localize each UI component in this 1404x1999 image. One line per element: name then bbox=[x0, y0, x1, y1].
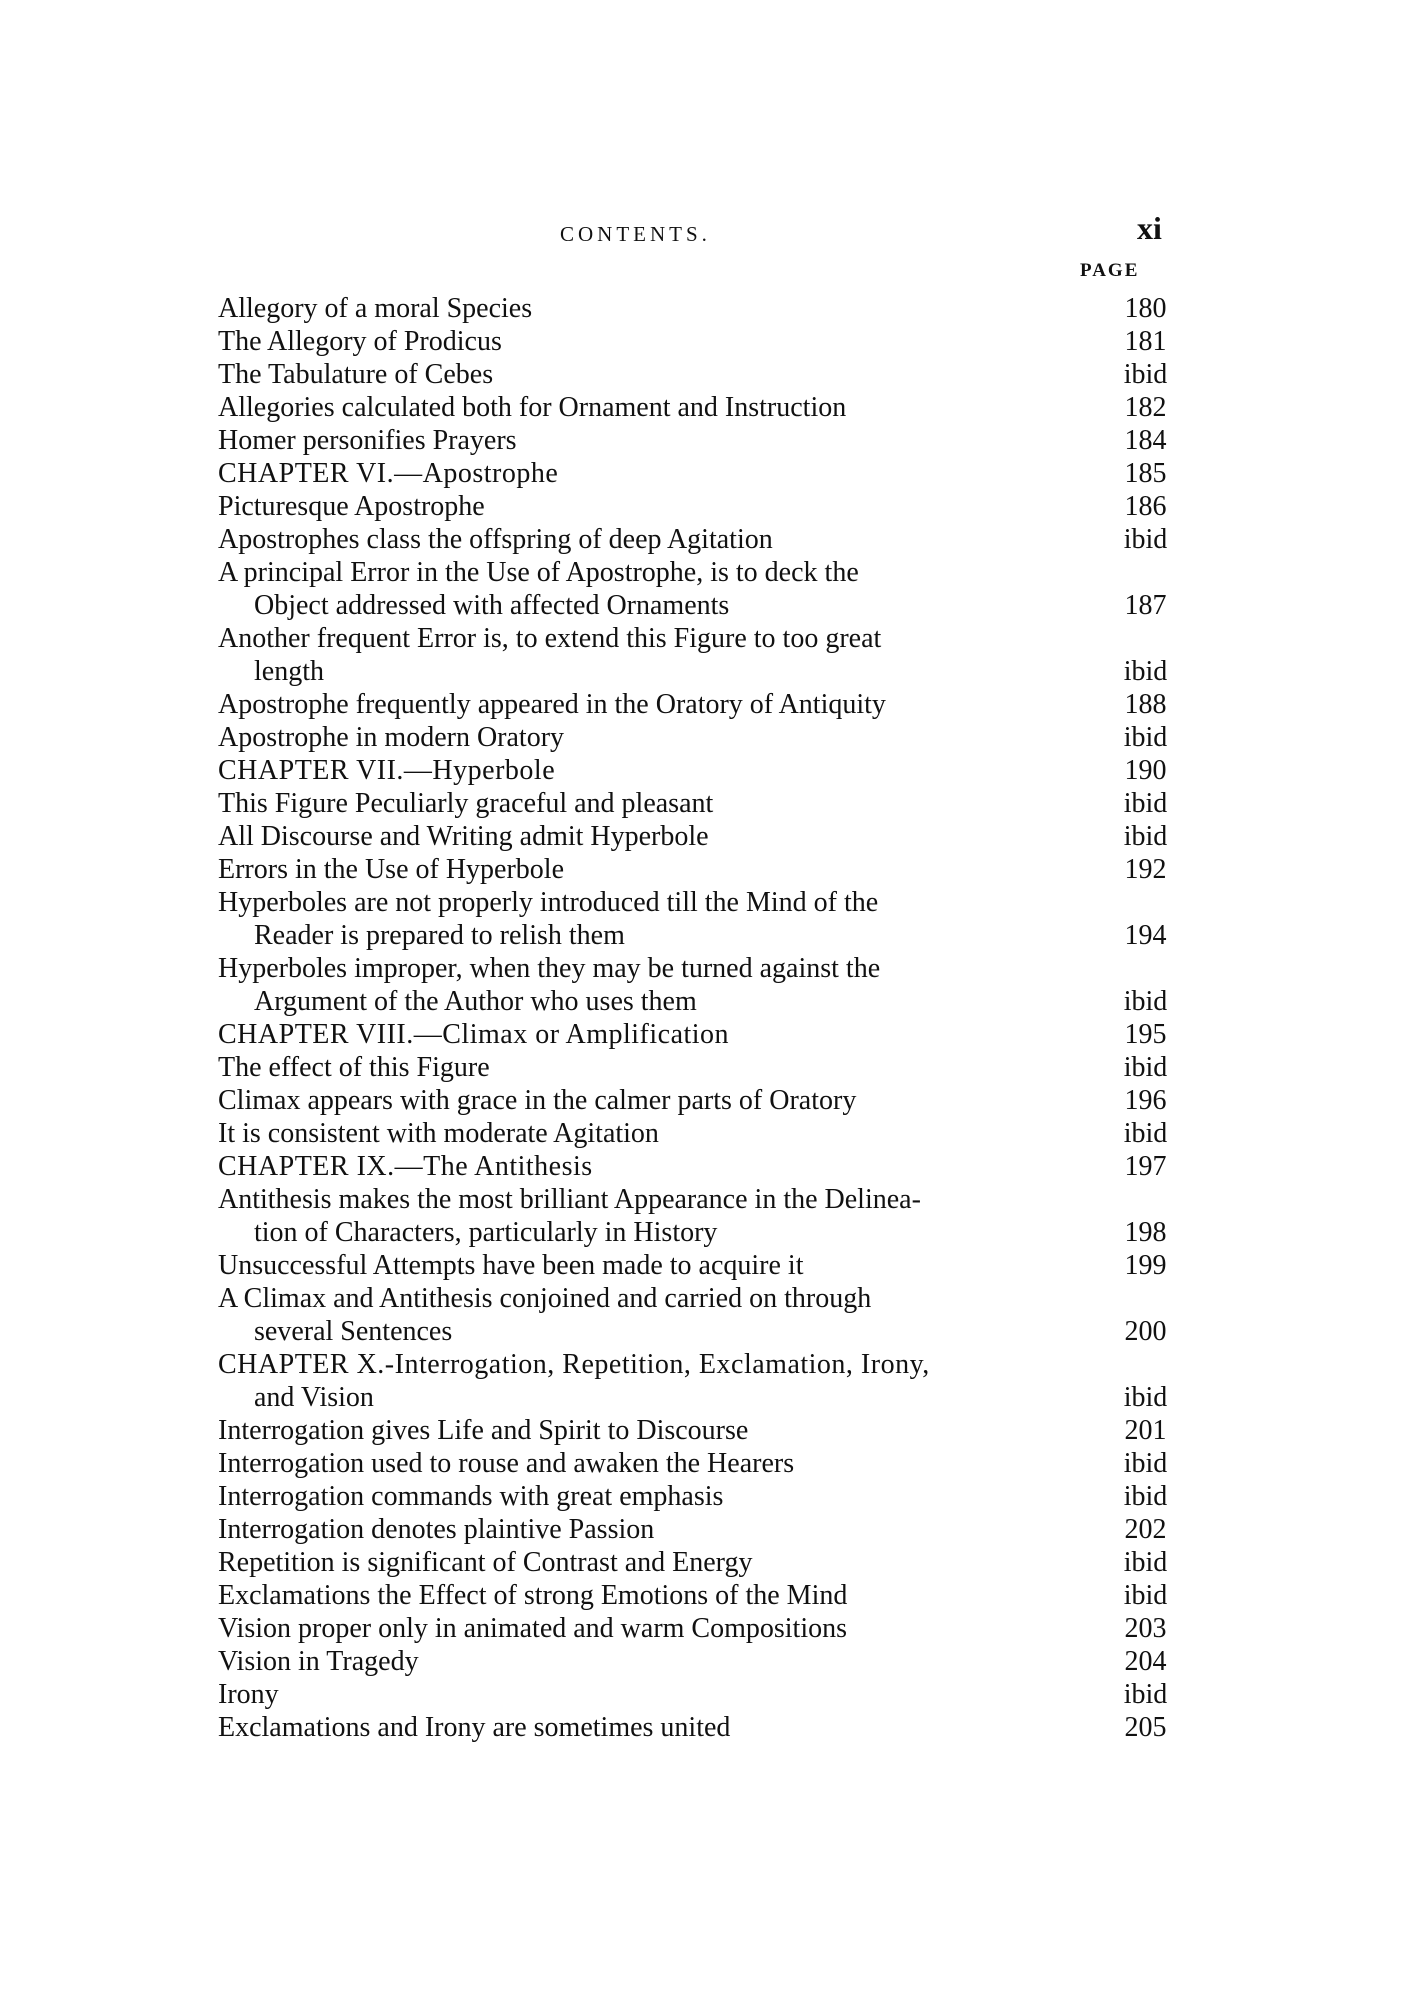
toc-entry bbox=[218, 391, 1183, 424]
toc-entry bbox=[218, 1117, 1183, 1150]
toc-entry-continuation: tion of Characters, particularly in History bbox=[254, 1217, 718, 1248]
toc-entry-title: A principal Error in the Use of Apostrophe, is to deck the bbox=[218, 557, 859, 588]
toc-entry bbox=[218, 1480, 1183, 1513]
toc-entry-page: ibid bbox=[1123, 821, 1168, 852]
toc-entry-page: 186 bbox=[1124, 491, 1167, 522]
toc-entry bbox=[218, 820, 1183, 853]
toc-entry bbox=[218, 721, 1183, 754]
toc-entry bbox=[218, 1084, 1183, 1117]
toc-entry-continuation: several Sentences bbox=[254, 1316, 453, 1347]
toc-entry-page: 195 bbox=[1124, 1019, 1167, 1050]
toc-entry bbox=[218, 292, 1183, 325]
toc-entry-title: Hyperboles are not properly introduced till the Mind of the bbox=[218, 887, 879, 918]
toc-entry-title: Interrogation commands with great emphasis bbox=[218, 1481, 724, 1512]
toc-entry bbox=[218, 754, 1183, 787]
toc-entry-page: 198 bbox=[1124, 1217, 1167, 1248]
toc-entry-title: Antithesis makes the most brilliant Appearance in the Delinea- bbox=[218, 1184, 921, 1215]
toc-entry-page: ibid bbox=[1123, 524, 1168, 555]
toc-entry-title: All Discourse and Writing admit Hyperbole bbox=[218, 821, 709, 852]
toc-entry-page: ibid bbox=[1123, 1448, 1168, 1479]
toc-entry-title: The Tabulature of Cebes bbox=[218, 359, 494, 390]
toc-entry bbox=[218, 1579, 1183, 1612]
toc-entry bbox=[218, 853, 1183, 886]
toc-entry bbox=[218, 1513, 1183, 1546]
toc-entry-continuation: length bbox=[254, 656, 324, 687]
toc-entry bbox=[218, 1183, 1183, 1249]
toc-entry bbox=[218, 1150, 1183, 1183]
toc-entry-continuation: Reader is prepared to relish them bbox=[254, 920, 625, 951]
toc-entry-title: This Figure Peculiarly graceful and pleasant bbox=[218, 788, 714, 819]
toc-entry bbox=[218, 1282, 1183, 1348]
toc-entry-page: 192 bbox=[1124, 854, 1167, 885]
toc-entry-page: ibid bbox=[1123, 1118, 1168, 1149]
toc-entry-title: Exclamations the Effect of strong Emotions of the Mind bbox=[218, 1580, 848, 1611]
toc-entry-page: 180 bbox=[1124, 293, 1167, 324]
toc-entry-page: 182 bbox=[1124, 392, 1167, 423]
toc-entry-page: 196 bbox=[1124, 1085, 1167, 1116]
toc-entry-title: A Climax and Antithesis conjoined and carried on through bbox=[218, 1283, 872, 1314]
toc-entry bbox=[218, 1645, 1183, 1678]
toc-entry bbox=[218, 1414, 1183, 1447]
toc-entry-title: CHAPTER IX.—The Antithesis bbox=[218, 1151, 593, 1182]
toc-entry bbox=[218, 1018, 1183, 1051]
toc-entry-title: Exclamations and Irony are sometimes united bbox=[218, 1712, 731, 1743]
toc-entry-page: 201 bbox=[1124, 1415, 1167, 1446]
toc-entry-title: CHAPTER VIII.—Climax or Amplification bbox=[218, 1019, 730, 1050]
toc-entry-page: 200 bbox=[1124, 1316, 1167, 1347]
toc-entry-page: ibid bbox=[1123, 1679, 1168, 1710]
toc-entry-title: CHAPTER VII.—Hyperbole bbox=[218, 755, 556, 786]
toc-entry bbox=[218, 1249, 1183, 1282]
toc-entry bbox=[218, 1546, 1183, 1579]
toc-entry-page: ibid bbox=[1123, 1580, 1168, 1611]
toc-entry bbox=[218, 1447, 1183, 1480]
toc-entry bbox=[218, 490, 1183, 523]
toc-entry-title: Picturesque Apostrophe bbox=[218, 491, 485, 522]
toc-entry-page: 199 bbox=[1124, 1250, 1167, 1281]
toc-entry bbox=[218, 886, 1183, 952]
toc-entry-continuation: and Vision bbox=[254, 1382, 374, 1413]
toc-entry-page: ibid bbox=[1123, 986, 1168, 1017]
toc-entry bbox=[218, 523, 1183, 556]
toc-entry-title: Apostrophe frequently appeared in the Oratory of Antiquity bbox=[218, 689, 886, 720]
toc-entry-title: The effect of this Figure bbox=[218, 1052, 490, 1083]
toc-entry-page: ibid bbox=[1123, 656, 1168, 687]
toc-entry-page: 181 bbox=[1124, 326, 1167, 357]
toc-entry-title: It is consistent with moderate Agitation bbox=[218, 1118, 659, 1149]
toc-entry-title: Allegories calculated both for Ornament and Instruction bbox=[218, 392, 847, 423]
toc-entry-page: ibid bbox=[1123, 1382, 1168, 1413]
toc-entry-title: Another frequent Error is, to extend this Figure to too great bbox=[218, 623, 882, 654]
toc-entry-page: 197 bbox=[1124, 1151, 1167, 1182]
toc-entry bbox=[218, 1612, 1183, 1645]
toc-entry-title: Hyperboles improper, when they may be turned against the bbox=[218, 953, 881, 984]
toc-entry-page: 185 bbox=[1124, 458, 1167, 489]
toc-entry-title: CHAPTER X.-Interrogation, Repetition, Exclamation, Irony, bbox=[218, 1349, 930, 1380]
toc-entry bbox=[218, 787, 1183, 820]
toc-entry-page: ibid bbox=[1123, 359, 1168, 390]
toc-entry bbox=[218, 1051, 1183, 1084]
toc-entry-title: Vision proper only in animated and warm Compositions bbox=[218, 1613, 848, 1644]
toc-entry bbox=[218, 688, 1183, 721]
toc-entry-continuation: Argument of the Author who uses them bbox=[254, 986, 697, 1017]
toc-entry-title: Homer personifies Prayers bbox=[218, 425, 517, 456]
toc-entry bbox=[218, 1348, 1183, 1414]
toc-entry bbox=[218, 424, 1183, 457]
toc-entry-page: 184 bbox=[1124, 425, 1167, 456]
toc-entry-page: 202 bbox=[1124, 1514, 1167, 1545]
toc-entry-page: ibid bbox=[1123, 1481, 1168, 1512]
running-head: CONTENTS. bbox=[560, 222, 711, 246]
page-number: xi bbox=[1137, 210, 1162, 246]
toc-entry-title: Interrogation gives Life and Spirit to Discourse bbox=[218, 1415, 749, 1446]
toc-entry-title: The Allegory of Prodicus bbox=[218, 326, 502, 357]
toc-entry bbox=[218, 952, 1183, 1018]
toc-entry bbox=[218, 1711, 1183, 1744]
toc-entry-title: Apostrophes class the offspring of deep Agitation bbox=[218, 524, 773, 555]
toc-entry bbox=[218, 358, 1183, 391]
toc-entry-page: 205 bbox=[1124, 1712, 1167, 1743]
toc-entry bbox=[218, 1678, 1183, 1711]
toc-entry bbox=[218, 325, 1183, 358]
toc-entry-page: ibid bbox=[1123, 1547, 1168, 1578]
toc-entry-page: 187 bbox=[1124, 590, 1167, 621]
toc-entry-title: CHAPTER VI.—Apostrophe bbox=[218, 458, 559, 489]
toc-entry-title: Climax appears with grace in the calmer parts of Oratory bbox=[218, 1085, 857, 1116]
toc-entry-continuation: Object addressed with affected Ornaments bbox=[254, 590, 730, 621]
toc-entry-page: ibid bbox=[1123, 788, 1168, 819]
toc-entry-title: Vision in Tragedy bbox=[218, 1646, 419, 1677]
toc-entry-title: Apostrophe in modern Oratory bbox=[218, 722, 565, 753]
toc-entry-page: ibid bbox=[1123, 1052, 1168, 1083]
toc-entry-page: 194 bbox=[1124, 920, 1167, 951]
page-column-label: PAGE bbox=[1080, 260, 1140, 281]
toc-entry-title: Unsuccessful Attempts have been made to acquire it bbox=[218, 1250, 804, 1281]
toc-entry-page: ibid bbox=[1123, 722, 1168, 753]
table-of-contents bbox=[218, 292, 1183, 1744]
toc-entry bbox=[218, 457, 1183, 490]
toc-entry-title: Repetition is significant of Contrast and Energy bbox=[218, 1547, 753, 1578]
toc-entry bbox=[218, 622, 1183, 688]
toc-entry-title: Irony bbox=[218, 1679, 279, 1710]
toc-entry-title: Interrogation denotes plaintive Passion bbox=[218, 1514, 655, 1545]
toc-entry-page: 203 bbox=[1124, 1613, 1167, 1644]
toc-entry bbox=[218, 556, 1183, 622]
toc-entry-title: Interrogation used to rouse and awaken the Hearers bbox=[218, 1448, 795, 1479]
toc-entry-title: Allegory of a moral Species bbox=[218, 293, 533, 324]
toc-entry-page: 204 bbox=[1124, 1646, 1167, 1677]
toc-entry-page: 190 bbox=[1124, 755, 1167, 786]
toc-entry-page: 188 bbox=[1124, 689, 1167, 720]
toc-entry-title: Errors in the Use of Hyperbole bbox=[218, 854, 565, 885]
